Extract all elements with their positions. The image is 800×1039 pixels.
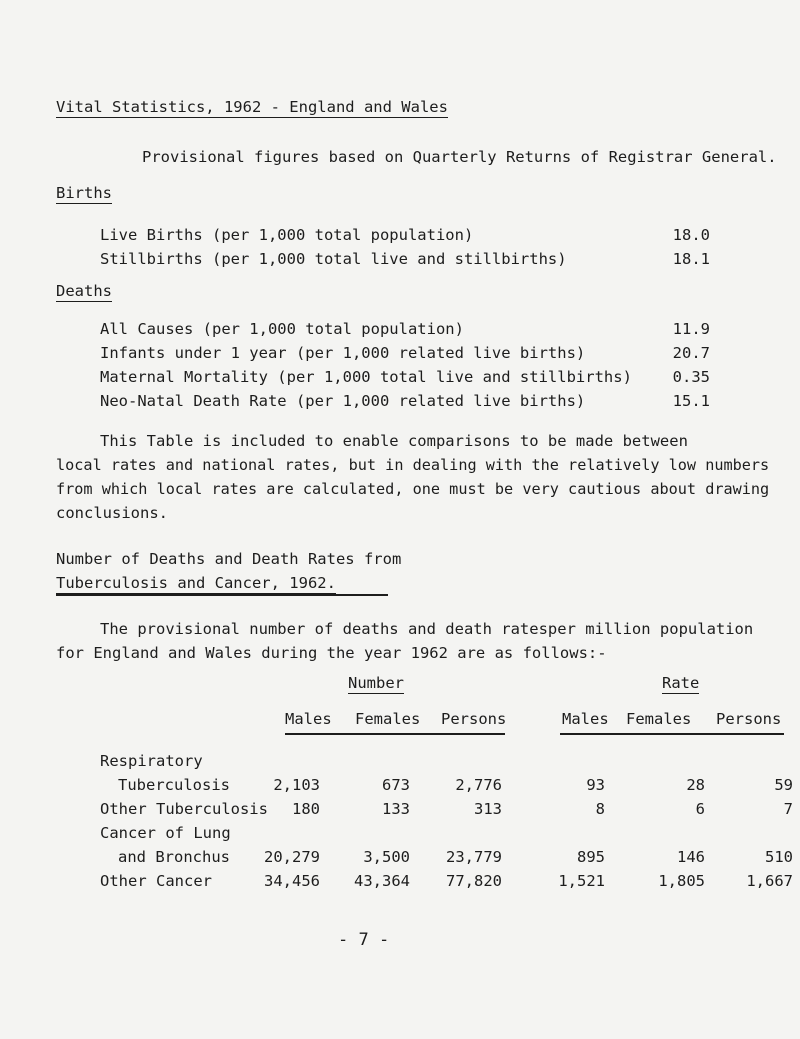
table-cell: 895: [577, 848, 605, 866]
col-header: Males: [285, 710, 332, 728]
table-cell: 673: [382, 776, 410, 794]
row-label: Other Cancer: [100, 872, 212, 890]
table-cell: 20,279: [264, 848, 320, 866]
row-label: Other Tuberculosis: [100, 800, 268, 818]
deaths-row-value: 0.35: [672, 368, 710, 386]
page-title: Vital Statistics, 1962 - England and Wales: [56, 98, 448, 116]
col-header: Females: [626, 710, 692, 728]
births-row-label: Live Births (per 1,000 total population): [100, 226, 474, 244]
intro-line: for England and Wales during the year 1962 are as follows:-: [56, 644, 607, 662]
deaths-row-label: Neo-Natal Death Rate (per 1,000 related live births): [100, 392, 586, 410]
table-cell: 43,364: [354, 872, 410, 890]
table-cell: 34,456: [264, 872, 320, 890]
header-rule: [560, 733, 784, 735]
subtitle: Provisional figures based on Quarterly Returns of Registrar General.: [142, 148, 777, 166]
section-heading: Tuberculosis and Cancer, 1962.: [56, 574, 336, 592]
note-line: from which local rates are calculated, one must be very cautious about drawing: [56, 480, 770, 498]
table-cell: 7: [783, 800, 793, 818]
table-cell: 1,805: [658, 872, 705, 890]
page-number: - 7 -: [338, 930, 390, 950]
table-cell: 510: [765, 848, 793, 866]
table-cell: 77,820: [446, 872, 502, 890]
note-line: This Table is included to enable comparisons to be made between: [100, 432, 688, 450]
table-cell: 2,103: [273, 776, 320, 794]
deaths-row-label: Maternal Mortality (per 1,000 total live and stillbirths): [100, 368, 632, 386]
deaths-heading: Deaths: [56, 282, 112, 300]
table-cell: 146: [677, 848, 705, 866]
births-row-value: 18.0: [672, 226, 710, 244]
table-cell: 2,776: [455, 776, 502, 794]
row-label: Tuberculosis: [118, 776, 230, 794]
table-cell: 59: [774, 776, 793, 794]
births-row-label: Stillbirths (per 1,000 total live and stillbirths): [100, 250, 567, 268]
deaths-row-label: Infants under 1 year (per 1,000 related live births): [100, 344, 586, 362]
table-cell: 6: [695, 800, 705, 818]
deaths-row-value: 15.1: [672, 392, 710, 410]
table-cell: 3,500: [363, 848, 410, 866]
note-line: conclusions.: [56, 504, 168, 522]
col-header: Males: [562, 710, 609, 728]
row-label: Respiratory: [100, 752, 203, 770]
note-line: local rates and national rates, but in dealing with the relatively low numbers: [56, 456, 770, 474]
table-cell: 180: [292, 800, 320, 818]
col-header: Females: [355, 710, 421, 728]
table-cell: 1,667: [746, 872, 793, 890]
deaths-row-value: 11.9: [672, 320, 710, 338]
table-cell: 28: [686, 776, 705, 794]
deaths-row-value: 20.7: [672, 344, 710, 362]
table-cell: 313: [474, 800, 502, 818]
group-header-rate: Rate: [662, 674, 700, 692]
heading-underline: [56, 594, 388, 596]
table-cell: 1,521: [558, 872, 605, 890]
row-label: and Bronchus: [118, 848, 230, 866]
table-cell: 133: [382, 800, 410, 818]
deaths-row-label: All Causes (per 1,000 total population): [100, 320, 464, 338]
table-cell: 8: [595, 800, 605, 818]
group-header-number: Number: [348, 674, 404, 692]
section-heading: Number of Deaths and Death Rates from: [56, 550, 402, 568]
header-rule: [285, 733, 505, 735]
births-row-value: 18.1: [672, 250, 710, 268]
table-cell: 93: [586, 776, 605, 794]
row-label: Cancer of Lung: [100, 824, 231, 842]
col-header: Persons: [441, 710, 507, 728]
intro-line: The provisional number of deaths and death ratesper million population: [100, 620, 754, 638]
table-cell: 23,779: [446, 848, 502, 866]
col-header: Persons: [716, 710, 782, 728]
births-heading: Births: [56, 184, 112, 202]
